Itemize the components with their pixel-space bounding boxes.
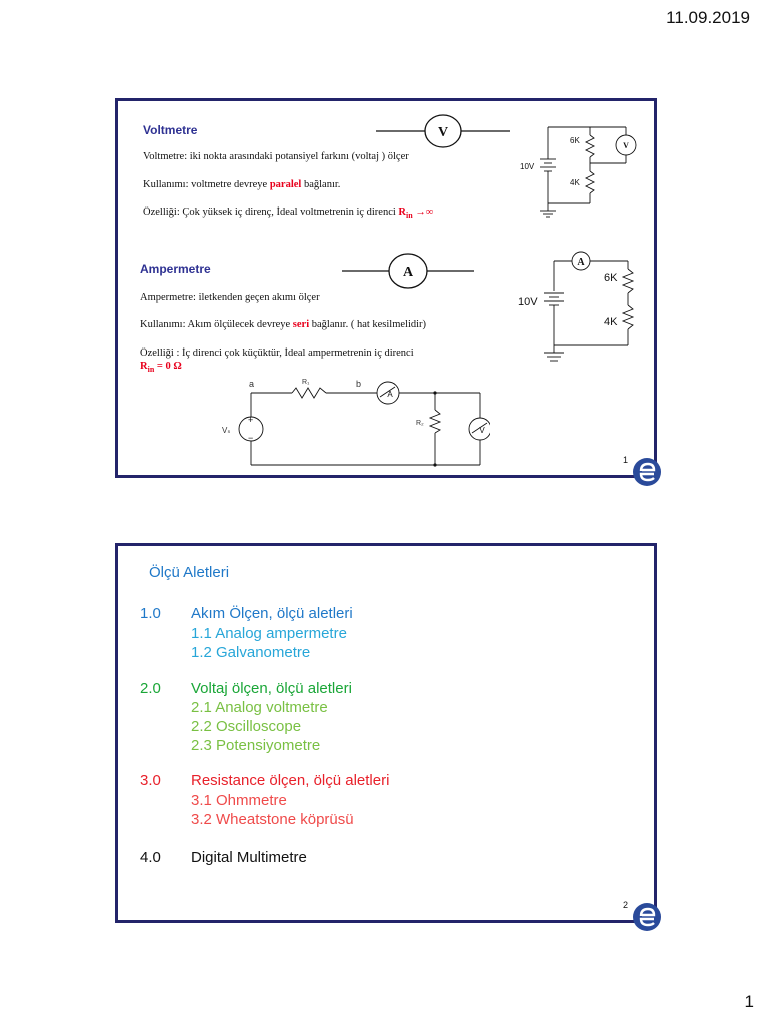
logo-icon — [632, 457, 662, 487]
ampermetre-symbol — [342, 249, 474, 293]
ammeter-circuit-r-top: 6K — [604, 272, 618, 284]
voltmetre-symbol — [376, 109, 510, 153]
series-parallel-circuit — [218, 375, 490, 471]
bottom-voltmeter-label: V — [479, 426, 485, 435]
ampermetre-title: Ampermetre — [140, 262, 211, 276]
section-1-num: 1.0 — [140, 605, 161, 622]
svg-text:−: − — [248, 433, 254, 443]
section-3-num: 3.0 — [140, 772, 161, 789]
voltmetre-symbol-letter: V — [437, 125, 449, 140]
ampermetre-usage: Kullanımı: Akım ölçülecek devreye seri bağlanır. ( hat kesilmelidir) — [140, 319, 427, 330]
node-b-label: b — [356, 379, 362, 389]
voltmeter-circuit-r-bottom: 4K — [570, 178, 580, 187]
voltmetre-title: Voltmetre — [143, 123, 198, 137]
section-3-label: Resistance ölçen, ölçü aletleri — [191, 772, 390, 789]
section-1-label: Akım Ölçen, ölçü aletleri — [191, 605, 353, 622]
ampermetre-symbol-letter: A — [402, 265, 414, 280]
slide-1 — [115, 98, 657, 478]
node-a-label: a — [249, 379, 255, 389]
ammeter-circuit-r-bottom: 4K — [604, 316, 618, 328]
r1-label: R₁ — [302, 379, 310, 386]
section-4-label: Digital Multimetre — [191, 849, 307, 866]
section-2-label: Voltaj ölçen, ölçü aletleri — [191, 680, 352, 697]
page-date: 11.09.2019 — [666, 8, 750, 27]
ampermetre-definition: Ampermetre: iletkenden geçen akımı ölçer — [140, 292, 320, 303]
page-number: 1 — [744, 992, 754, 1011]
voltmeter-circuit-source: 10V — [520, 162, 535, 171]
voltmetre-property: Özelliği: Çok yüksek iç direnç, İdeal voltmetrenin iç direnci $R_{in}$ →∞ — [143, 207, 434, 221]
r2-label: R₂ — [416, 420, 424, 427]
svg-text:+: + — [248, 415, 254, 425]
slide-1-number: 1 — [622, 455, 628, 465]
ampermetre-rin-value: $R_{in} = 0$ Ω — [140, 361, 182, 375]
section-2-num: 2.0 — [140, 680, 161, 697]
ammeter-circuit-source: 10V — [518, 296, 538, 308]
ammeter-circuit-meter: A — [577, 257, 585, 268]
vs-label: Vₛ — [222, 426, 231, 435]
bottom-ammeter-label: A — [387, 390, 393, 399]
slide-2-title: Ölçü Aletleri — [149, 564, 230, 581]
slide-2-number: 2 — [622, 900, 628, 910]
voltmeter-circuit-meter: V — [623, 141, 629, 150]
voltmetre-usage: Kullanımı: voltmetre devreye paralel bağlanır. — [143, 179, 341, 190]
section-4-num: 4.0 — [140, 849, 161, 866]
slide-2: Ölçü Aletleri 1.0 Akım Ölçen, ölçü aletleri 1.1 Analog ampermetre 1.2 Galvanometre 2.0 Voltaj ölçen, ölçü aletleri 2.1 Analog voltmetre 2.2 Oscilloscope 2.3 Potensiyometre 3.0 Resistance ölçen, ölçü aletleri 3.1 Ohmmetre 3.2 Wheatstone köprüsü 4.0 Digital Multimetre 2 — [115, 543, 657, 923]
logo-icon — [632, 902, 662, 932]
ammeter-circuit — [516, 249, 646, 369]
voltmeter-circuit — [518, 121, 643, 221]
voltmetre-definition: Voltmetre: iki nokta arasındaki potansiyel farkını (voltaj ) ölçer — [143, 151, 409, 162]
voltmeter-circuit-r-top: 6K — [570, 136, 580, 145]
ampermetre-property: Özelliği : İç direnci çok küçüktür, İdeal ampermetrenin iç direnci — [140, 348, 414, 359]
